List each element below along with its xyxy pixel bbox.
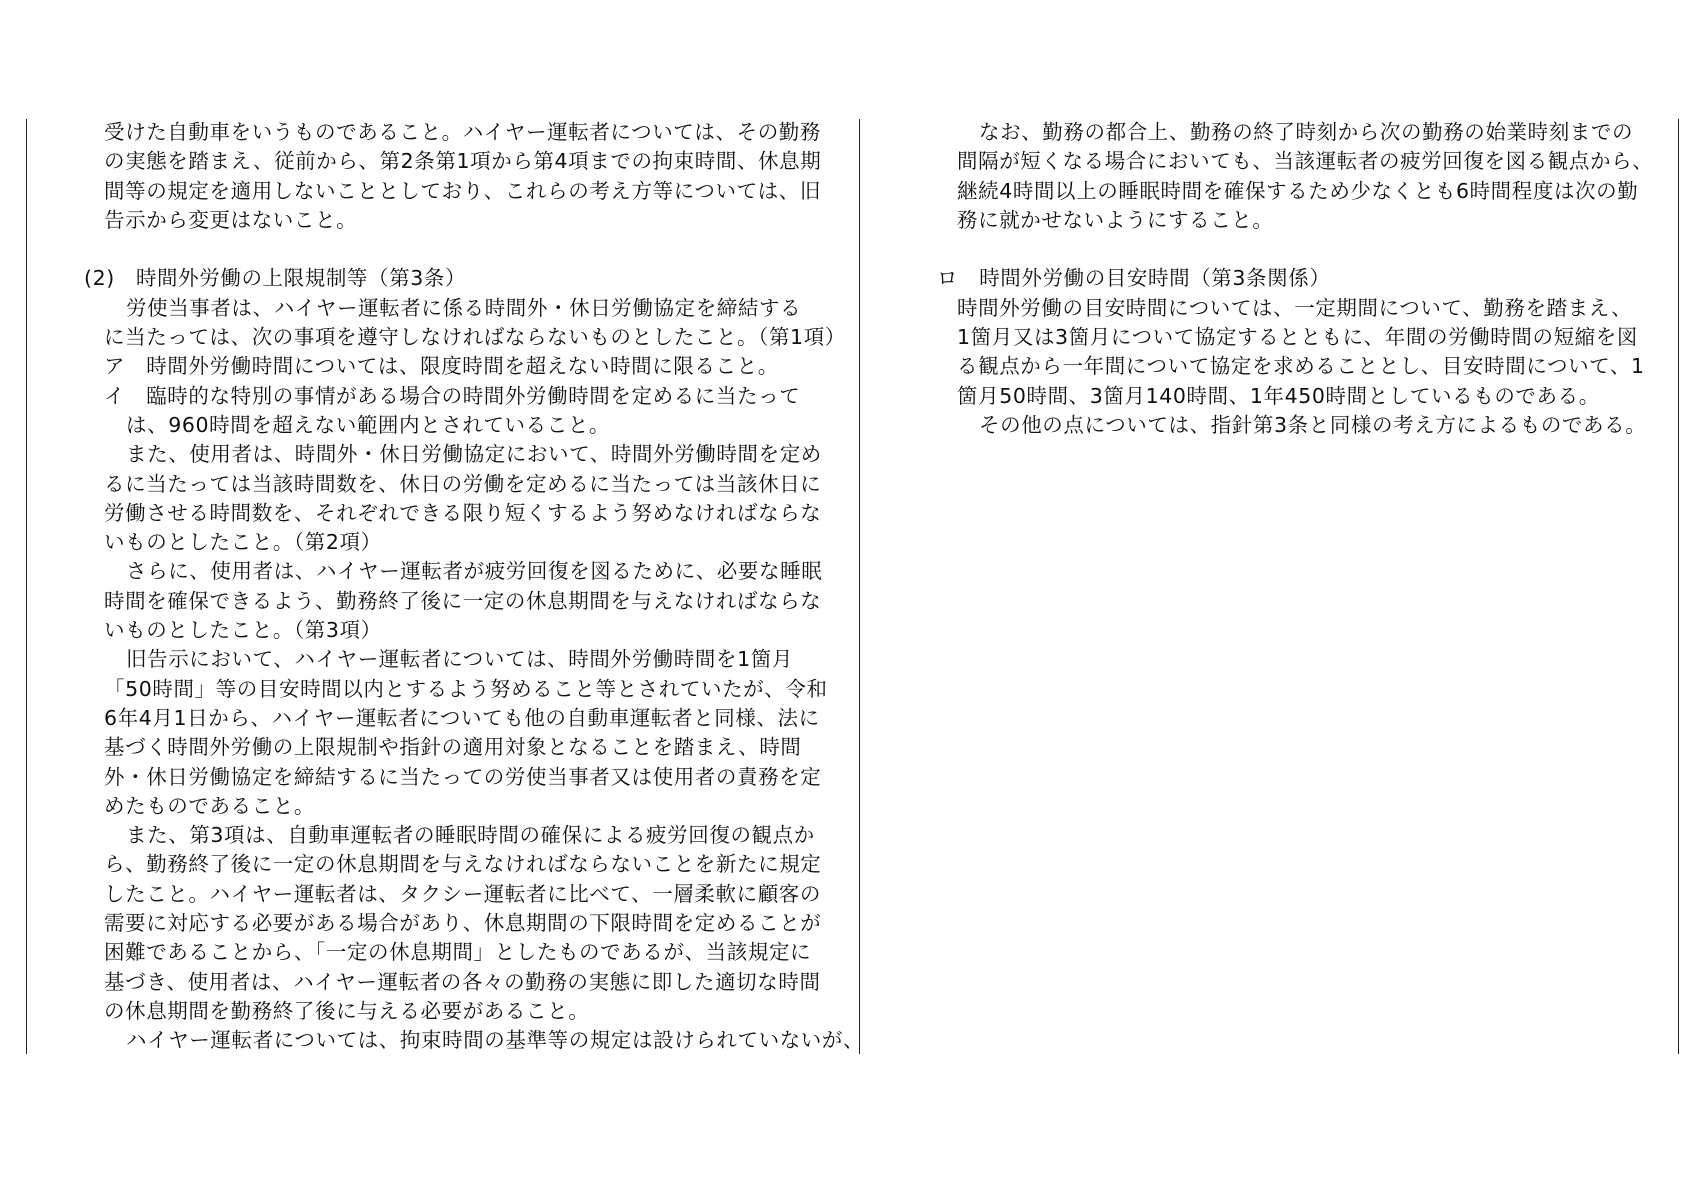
text-line: 6年4月1日から、ハイヤー運転者についても他の自動車運転者と同様、法に bbox=[104, 705, 820, 730]
text-line: なお、勤務の都合上、勤務の終了時刻から次の勤務の始業時刻までの bbox=[979, 120, 1634, 144]
text-line: 基づく時間外労働の上限規制や指針の適用対象となることを踏まえ、時間 bbox=[104, 735, 802, 760]
text-line: 箇月50時間、3箇月140時間、1年450時間としているものである。 bbox=[957, 383, 1600, 408]
right-text-column bbox=[937, 118, 1667, 440]
text-line: いものとしたこと。（第2項） bbox=[104, 530, 382, 555]
text-line: に当たっては、次の事項を遵守しなければならないものとしたこと。（第1項） bbox=[104, 325, 846, 350]
text-line: (2) 時間外労働の上限規制等（第3条） bbox=[84, 266, 467, 291]
text-line: 基づき、使用者は、ハイヤー運転者の各々の勤務の実態に即した適切な時間 bbox=[104, 969, 821, 994]
right-margin-rule bbox=[1678, 119, 1679, 1054]
text-line: 旧告示において、ハイヤー運転者については、時間外労働時間を1箇月 bbox=[126, 647, 793, 672]
left-text-column bbox=[84, 118, 865, 1056]
center-divider-rule bbox=[859, 119, 860, 1054]
text-line: ハイヤー運転者については、拘束時間の基準等の規定は設けられていないが、 bbox=[126, 1028, 865, 1053]
left-margin-rule bbox=[26, 119, 27, 1054]
text-line: 困難であることから、「一定の休息期間」としたものであるが、当該規定に bbox=[104, 940, 812, 965]
text-line: 需要に対応する必要がある場合があり、休息期間の下限時間を定めることが bbox=[104, 911, 822, 936]
text-line: めたものであること。 bbox=[104, 793, 315, 818]
text-line: ア 時間外労働時間については、限度時間を超えない時間に限ること。 bbox=[104, 354, 779, 379]
text-line: 時間を確保できるよう、勤務終了後に一定の休息期間を与えなければならな bbox=[104, 588, 822, 613]
text-line: 「50時間」等の目安時間以内とするよう努めること等とされていたが、令和 bbox=[104, 676, 828, 701]
text-line: 務に就かせないようにすること。 bbox=[957, 207, 1274, 232]
text-line: 間等の規定を適用しないこととしており、これらの考え方等については、旧 bbox=[104, 178, 821, 203]
text-line: 1箇月又は3箇月について協定するとともに、年間の労働時間の短縮を図 bbox=[957, 325, 1638, 350]
text-line: ら、勤務終了後に一定の休息期間を与えなければならないことを新たに規定 bbox=[104, 852, 822, 877]
text-line: 告示から変更はないこと。 bbox=[104, 207, 358, 232]
text-line: る観点から一年間について協定を求めることとし、目安時間について、1 bbox=[957, 354, 1645, 379]
text-line: 労働させる時間数を、それぞれできる限り短くするよう努めなければならな bbox=[104, 500, 822, 525]
paragraph-gap bbox=[937, 235, 1667, 264]
text-line: ロ 時間外労働の目安時間（第3条関係） bbox=[937, 266, 1331, 291]
text-line: 継続4時間以上の睡眠時間を確保するため少なくとも6時間程度は次の勤 bbox=[957, 178, 1639, 203]
text-line: の休息期間を勤務終了後に与える必要があること。 bbox=[104, 998, 590, 1023]
text-line: いものとしたこと。（第3項） bbox=[104, 618, 382, 643]
text-line: 労使当事者は、ハイヤー運転者に係る時間外・休日労働協定を締結する bbox=[126, 295, 802, 320]
text-line: 間隔が短くなる場合においても、当該運転者の疲労回復を図る観点から、 bbox=[957, 149, 1654, 174]
text-line: さらに、使用者は、ハイヤー運転者が疲労回復を図るために、必要な睡眠 bbox=[126, 559, 823, 584]
text-line: 受けた自動車をいうものであること。ハイヤー運転者については、その勤務 bbox=[104, 120, 821, 144]
text-line: 外・休日労働協定を締結するに当たっての労使当事者又は使用者の責務を定 bbox=[104, 764, 822, 789]
text-line: 時間外労働の目安時間については、一定期間について、勤務を踏まえ、 bbox=[957, 295, 1633, 320]
text-line: また、使用者は、時間外・休日労働協定において、時間外労働時間を定め bbox=[126, 442, 822, 467]
text-line: イ 臨時的な特別の事情がある場合の時間外労働時間を定めるに当たって bbox=[104, 383, 801, 408]
text-line: は、960時間を超えない範囲内とされていること。 bbox=[126, 412, 611, 437]
paragraph-gap bbox=[84, 235, 854, 264]
text-line: るに当たっては当該時間数を、休日の労働を定めるに当たっては当該休日に bbox=[104, 471, 822, 496]
text-line: したこと。ハイヤー運転者は、タクシー運転者に比べて、一層柔軟に顧客の bbox=[104, 881, 821, 906]
text-line: の実態を踏まえ、従前から、第2条第1項から第4項までの拘束時間、休息期 bbox=[104, 149, 822, 174]
text-line: その他の点については、指針第3条と同様の考え方によるものである。 bbox=[979, 412, 1647, 437]
text-line: また、第3項は、自動車運転者の睡眠時間の確保による疲労回復の観点か bbox=[126, 823, 815, 848]
